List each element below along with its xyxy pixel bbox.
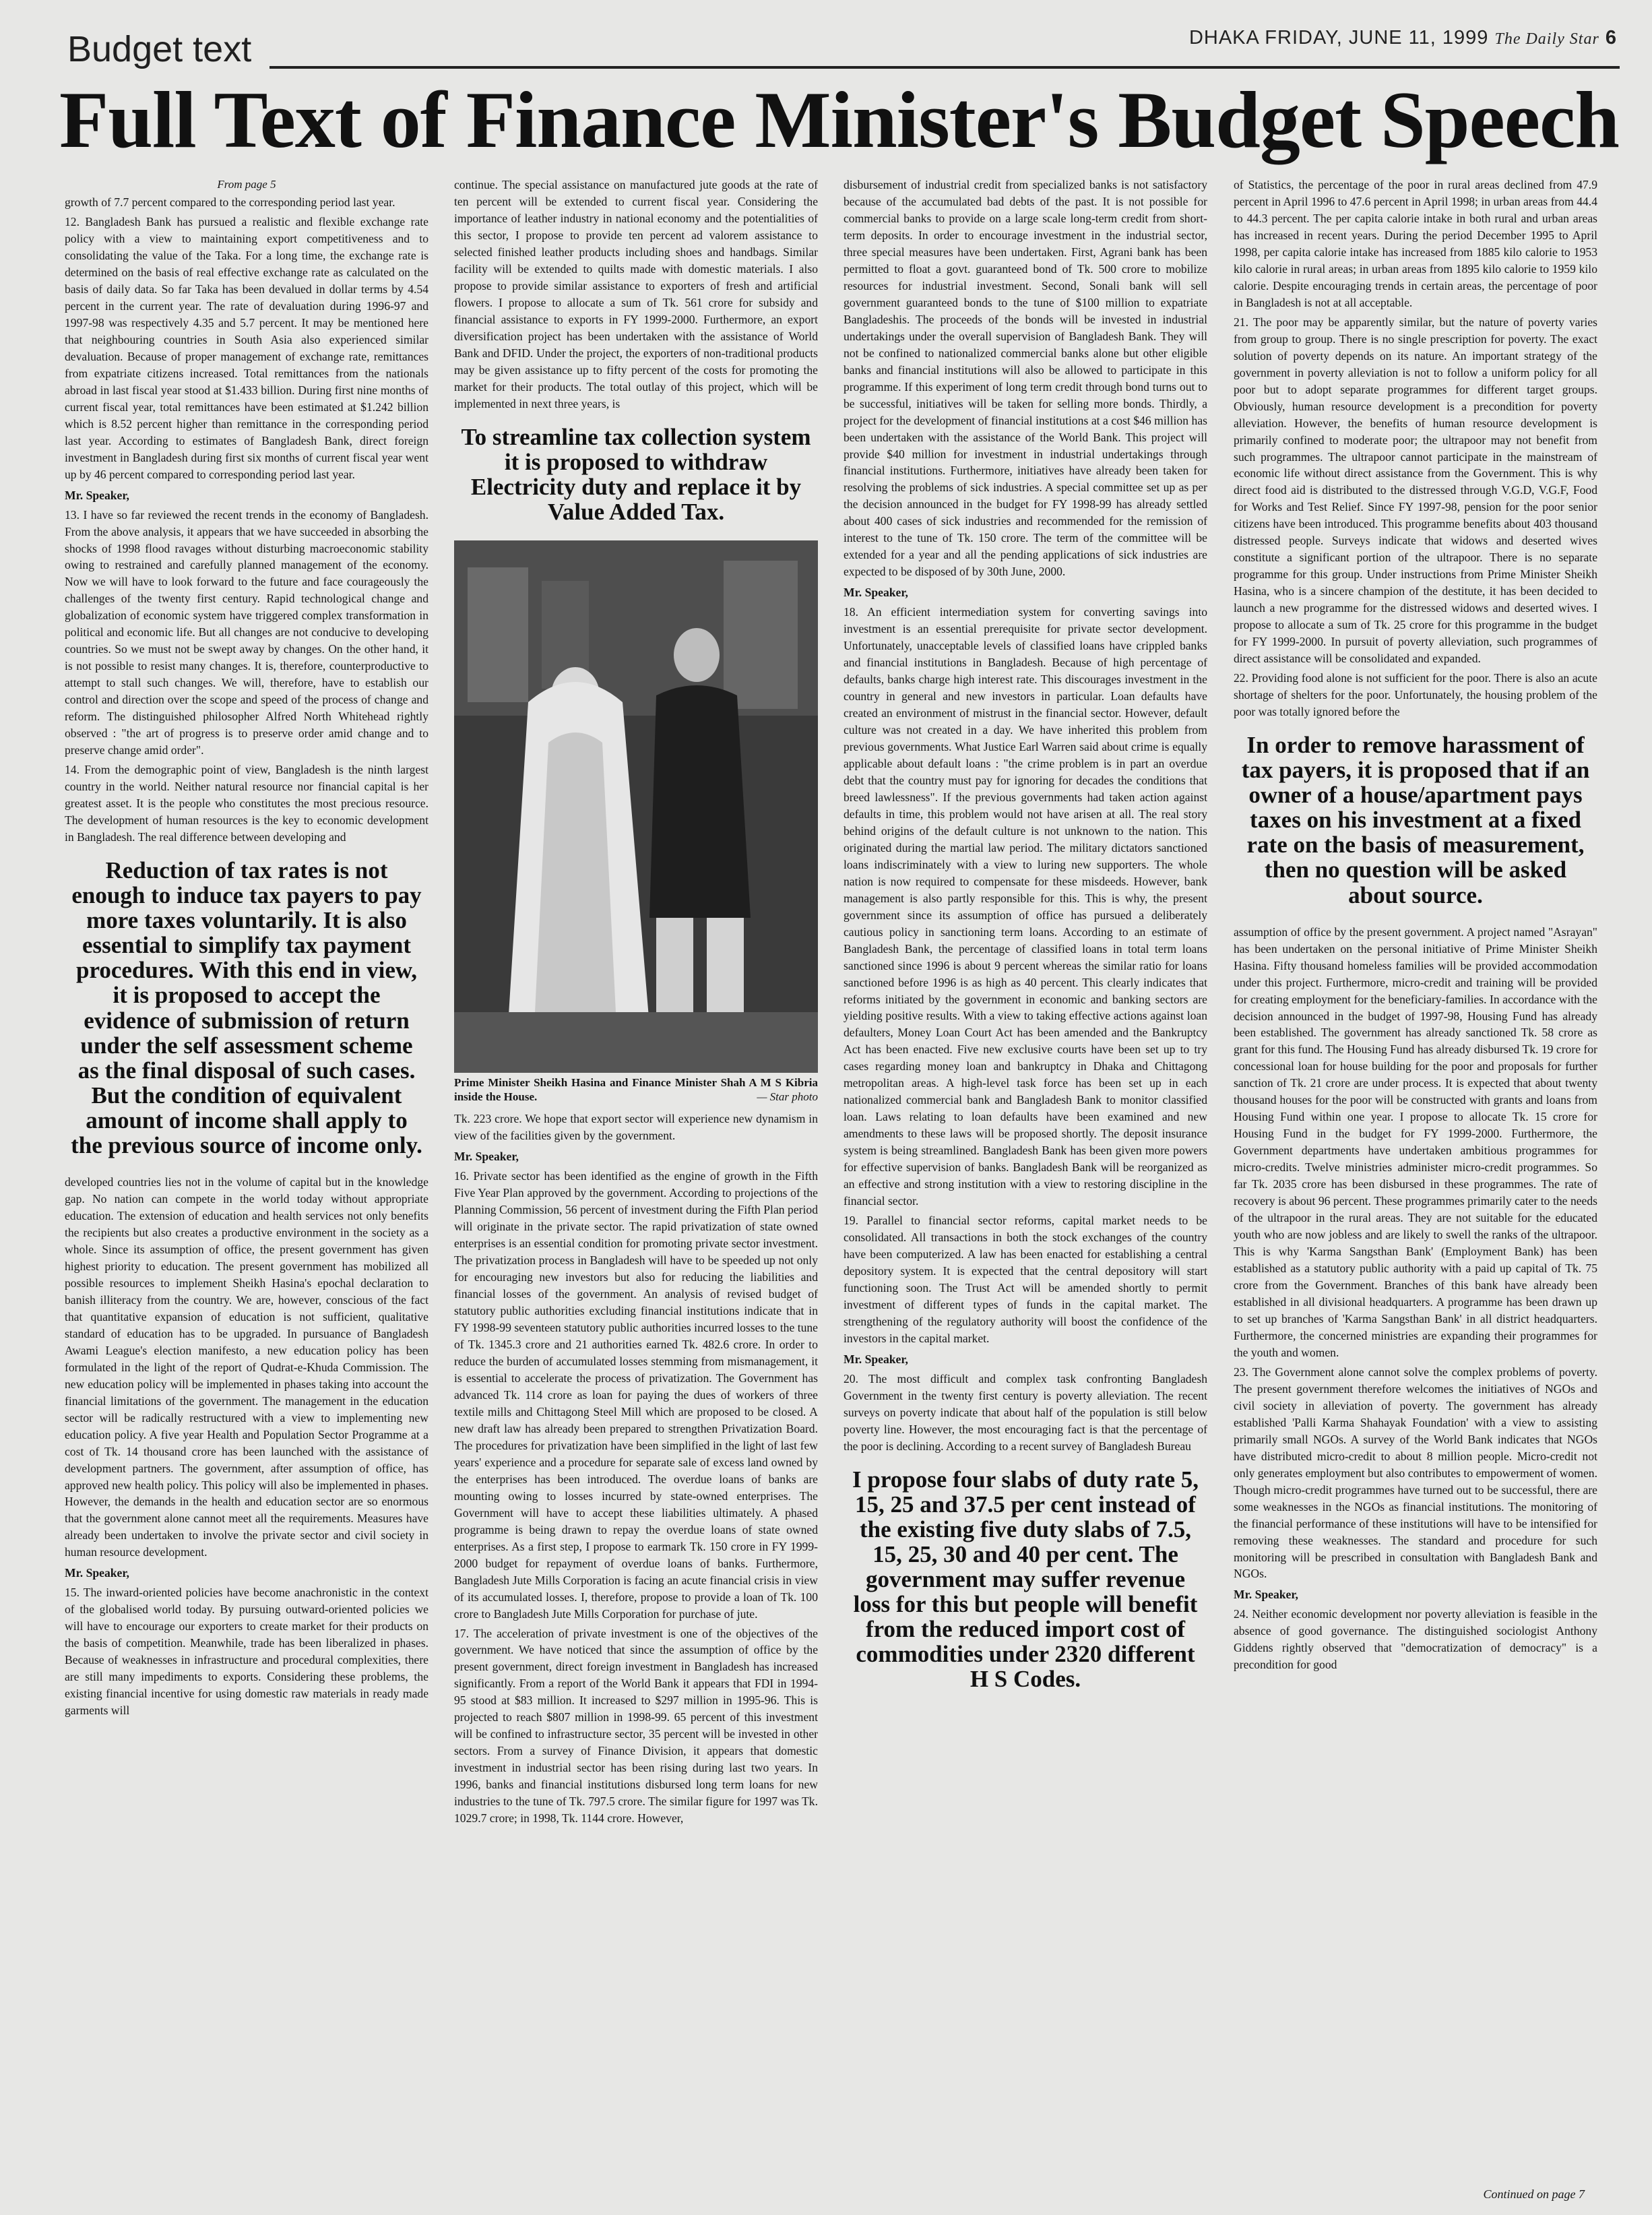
photo-caption <box>454 1075 818 1104</box>
column-4 <box>1234 177 1597 2185</box>
paragraph-15: 15. The inward-oriented policies have become anachronistic in the context of the globalised world today. By pursuing outward-oriented policies we will have to encourage our exporters to create market for their products on the basis of competition. Meanwhile, trade has been liberalized in phases. Because of weaknesses in infrastructure and procedural complexities, there are still many impediments to exports. Considering these problems, the existing financial incentive for using domestic raw materials in ready made garments will <box>65 1586 428 1718</box>
paragraph-20-cont: of Statistics, the percentage of the poor in rural areas declined from 47.9 percent in April 1996 to 47.6 percent in April 1998; in urban areas from 44.4 to 44.3 percent. The per capita calorie intake in both rural and urban areas has increased in recent years. During the period December 1995 to April 1998, per capita calorie intake has increased from 1885 kilo calorie to 1953 kilo calorie in rural areas; in urban areas from 1895 kilo calorie to 1959 kilo calorie. Despite encouraging trends in certain areas, the percentage of poor in Bangladesh is not at all acceptable. <box>1234 178 1597 309</box>
column-3 <box>844 177 1207 2185</box>
paragraph-24: 24. Neither economic development nor poverty alleviation is feasible in the absence of good governance. The distinguished sociologist Anthony Giddens rightly observed that "democratization of democracy" is a precondition for good <box>1234 1607 1597 1672</box>
paragraph-20: 20. The most difficult and complex task confronting Bangladesh Government in the twenty first century is poverty alleviation. The recent surveys on poverty indicate that about half of the population is still below poverty line. However, the most encouraging fact is that the percentage of the poor is declining. According to a recent survey of Bangladesh Bureau <box>844 1371 1207 1453</box>
speaker-address: Mr. Speaker, <box>844 1352 908 1366</box>
article-columns <box>65 177 1601 2185</box>
paragraph-18: 18. An efficient intermediation system for converting savings into investment is an essential prerequisite for private sector development. Unfortunately, unacceptable levels of classified loans have crippled banks and financial institutions in Bangladesh. Because of high percentage of defaults, banks charge high interest rate. This discourages investment in the country in general and new investors in particular. Loan defaults have created an environment of mistrust in the financial sector. However, default culture was not created in a day. We have inherited this problem from previous governments. What Justice Earl Warren said about crime is equally applicable about default loans : "the crime problem is in part an overdue debt that the country must pay for ignoring for decades the conditions that breed lawlessness". If the previous governments had taken action against defaults in time, this problem would not have arisen at all. The real story behind origins of the default culture is not unknown to the nation. This originated during the martial law period. The military dictators sanctioned loans indiscriminately with a view to luring new supporters. The whole nation is now required to compensate for these misdeeds. However, bank management is also partly responsible for this. This is why, the present government since its assumption of office has pursued a deliberately cautious policy in sanctioning term loans. According to an estimate of Bangladesh Bank, the percentage of classified loans in total term loans sanctioned since 1996 is about 9 percent whereas the similar ratio for loans sanctioned before 1996 is as high as 40 percent. This clearly indicates that reforms initiated by the government in economic and banking sectors are yielding positive results. With a view to taking effective actions against loan defaulters, Money Loan Court Act has been amended and the Bankruptcy Act has been enacted. Five new exclusive courts have been set up to try cases regarding money loan and bankruptcy in Dhaka and Chittagong metropolitan areas. A high-level task force has been set up in each nationalized commercial bank and Bangladesh Bank to monitor classified loan. Laws relating to loan defaults have been examined and new amendments to these laws will be proposed shortly. The deposit insurance system is being streamlined. Bangladesh Bank has been given more powers for effective supervision of banks. Bangladesh Bank will be reorganized as an effective and strong institution with a view to restoring discipline in the financial sector. <box>844 605 1207 1208</box>
continued-note[interactable]: Continued on page 7 <box>1483 2187 1585 2201</box>
from-page-note: From page 5 <box>217 178 276 191</box>
paragraph-17: 17. The acceleration of private investment is one of the objectives of the government. We have noticed that since the assumption of office by the present government, direct foreign investment in Bangladesh has increased significantly. From a report of the World Bank it appears that FDI in 1994-95 stood at $83 million. It increased to $297 million in 1995-96. This is projected to reach $807 million in 1998-99. 65 percent of this investment will be confined to infrastructure sector, 35 percent will be invested in other sectors. From a survey of Finance Division, it appears that domestic investment in industrial sector has been rising during last two years. In 1996, banks and financial institutions disbursed long term loans for new industries to the tune of Tk. 797.5 crore. The similar figure for 1997 was Tk. 1029.7 crore; in 1998, Tk. 1144 crore. However, <box>454 1626 818 1826</box>
paragraph-17-cont: disbursement of industrial credit from specialized banks is not satisfactory because of the accumulated bad debts of the past. It is not possible for commercial banks to provide on a large scale long-term credit from short-term deposits. In order to encourage investment in the industrial sector, three special measures have been undertaken. First, Agrani bank has been permitted to float a govt. guaranteed bond of Tk. 500 crore to mobilize resources for industrial investment. Second, Sonali bank will sell government guaranteed bonds to the tune of $100 million to expatriate Bangladeshis. The proceeds of the bonds will be invested in industrial undertakings under the overall supervision of Bangladesh Bank. They will not be confined to nationalized commercial banks alone but other eligible banks and financial institutions will also be allowed to participate in this programme. If this experiment of long term credit through bond turns out to be successful, initiatives will be taken for selling more bonds. Thirdly, a project for the development of financial institutions at a cost $46 million has been undertaken with the assistance of the World Bank. This project will provide $40 million for investment in industrial undertakings through financial institutions. Furthermore, initiatives have already been taken for resolving the problems of sick industries. A special committee set up as per the decision announced in the budget for FY 1998-99 has already settled about 400 cases of sick industries and recommended for the remission of interest to the tune of Tk. 150 crore. The term of the committee will be extended for a year and all the pending applications of sick industries are expected to be disposed of by 30th June, 2000. <box>844 178 1207 579</box>
news-photo <box>454 540 818 1073</box>
paragraph-16: 16. Private sector has been identified as the engine of growth in the Fifth Five Year Plan approved by the government. According to projections of the Planning Commission, 56 percent of investment during the Fifth Plan period will originate in the private sector. The rapid privatization of state owned enterprises is an essential condition for promoting private sector investment. The privatization process in Bangladesh will have to be speeded up not only for encouraging new investors but also for reducing the liabilities and financial losses of the government. An analysis of revised budget of statutory public authorities excluding financial institutions indicate that in FY 1998-99 seventeen statutory public authorities incurred losses to the tune of Tk. 1345.3 crore and 21 authorities earned Tk. 482.6 crore. In order to reduce the burden of accumulated losses stemming from mismanagement, it is essential to accelerate the process of privatization. The Government has advanced Tk. 114 crore as loan for paying the dues of workers of three textile mills and Chittagong Steel Mill which are proposed to be closed. A new draft law has already been prepared to strengthen Privatization Board. The procedures for privatization have been simplified in the light of last few years' experience and a procedure for separate sale of excess land owned by the enterprises has been introduced. The overdue loans of banks are mounting owing to losses incurred by state-owned enterprises. The Government will have to accept these liabilities ultimately. A phased programme is being drawn to repay the overdue loans of state owned enterprises. As a first step, I propose to earmark Tk. 150 crore in FY 1999-2000 budget for repayment of overdue loans of banks. Furthermore, Bangladesh Jute Mills Corporation is facing an acute financial crisis in view of its accumulated losses. I, therefore, propose to provide a loan of Tk. 100 crore to Bangladesh Jute Mills Corporation for purchase of jute. <box>454 1169 818 1621</box>
dateline <box>1189 27 1617 49</box>
caption-text: Prime Minister Sheikh Hasina and Finance Minister Shah A M S Kibria inside the House. <box>454 1075 818 1104</box>
column-1 <box>65 177 428 2185</box>
pull-quote: I propose four slabs of duty rate 5, 15, 25 and 37.5 per cent instead of the existing five duty slabs of 7.5, 15, 25, 30 and 40 per cent. The government may suffer revenue loss for this but people will benefit from the reduced import cost of commodities under 2320 different H S Codes. <box>852 1466 1199 1693</box>
section-label: Budget text <box>67 29 252 69</box>
header-rule <box>269 66 1620 69</box>
speaker-address: Mr. Speaker, <box>1234 1588 1298 1602</box>
masthead-logo: The Daily Star <box>1494 30 1599 48</box>
paragraph-23: 23. The Government alone cannot solve the complex problems of poverty. The present government therefore welcomes the initiatives of NGOs and civil society in alleviation of poverty. The government has already established 'Palli Karma Shahayak Foundation' with a view to assisting primarily small NGOs. A survey of the World Bank indicates that NGOs have distributed micro-credit to about 8 million people. Micro-credit not only generates employment but also contributes to empowerment of women. Though micro-credit programmes have turned out to be successful, there are some weaknesses in the NGOs as financial institutions. The monitoring of the financial performance of these institutions will have to be intensified for removing these weaknesses. The standard and procedure for such monitoring will be prescribed in consultation with Bangladesh Bank and NGOs. <box>1234 1365 1597 1581</box>
paragraph-12: 12. Bangladesh Bank has pursued a realistic and flexible exchange rate policy with a view to maintaining export competitiveness and to consolidating the value of the Taka. For a long time, the exchange rate is determined on the basis of real effective exchange rate as calculated on the basis of daily data. So far Taka has been devalued in dollar terms by 4.54 percent in the current year. The rate of devaluation during 1996-97 and 1997-98 was respectively 4.35 and 5.7 percent. It may be mentioned here that neighbouring countries in South Asia also experienced similar devaluation. Because of proper management of exchange rate, remittances from expatriate citizens increased. Total remittances from the nationals abroad in last fiscal year stood at $1.433 billion. During first nine months of current fiscal year, total remittances have been estimated at $1.242 billion which is 8.52 percent higher than remittance in the corresponding period last year. According to estimates of Bangladesh Bank, direct foreign investment in Bangladesh during first six months of current fiscal year went up by 46 percent compared to corresponding period last year. <box>65 215 428 481</box>
paragraph-21: 21. The poor may be apparently similar, but the nature of poverty varies from group to group. There is no single prescription for poverty. The exact solution of poverty depends on its nature. An important strategy of the government in poverty alleviation is not to follow a uniform policy for all poor but to adopt separate programmes for different target groups. Obviously, human resource development is a precondition for poverty alleviation. However, the benefits of human resource development is primarily confined to moderate poor; the ultrapoor may not benefit from such programmes. The ultrapoor cannot participate in the mainstream of economic life without direct assistance from the Government. This is why direct food aid is distributed to the distressed through V.G.D, V.G.F, Food for Works and Test Relief. Since FY 1997-98, pension for the poor senior citizens have been introduced. This programme benefits about 403 thousand distressed people. Surveys indicate that widows and deserted wives constitute a significant portion of the ultrapoor. There is no separate programme for this group. Under instructions from Prime Minister Sheikh Hasina, who is a sincere champion of the destitute, it has been decided to launch a new programme for the distressed widows and deserted wives. I propose to allocate a sum of Tk. 25 crore for this programme in the budget for FY 1999-2000. In pursuit of poverty alleviation, such programmes of direct assistance will be consolidated and expanded. <box>1234 315 1597 666</box>
paragraph-14-cont: developed countries lies not in the volume of capital but in the knowledge gap. No nation can compete in the world today without appropriate education. The extension of education and health services not only benefits the recipients but also creates a productive environment in the society as a whole. Since its assumption of office, the present government has given highest priority to education. The present government has mobilized all possible resources to implement Sheikh Hasina's epochal declaration to banish illiteracy from the country. We are, however, conscious of the fact that quantitative expansion of education is not sufficient, qualitative standard of education has to be upgraded. In pursuance of Bangladesh Awami League's election manifesto, a new education policy has been formulated in the light of the report of Qudrat-e-Khuda Commission. The new education policy will be implemented in phases taking into account the financial limitations of the government. The management in the education sector will be radically restructured with a view to implementing new education policy. A five year Health and Population Sector Programme at a cost of Tk. 14 thousand crore has been launched with the assistance of development partners. The government, after assumption of office, has approved new health policy. This policy will also be implemented in phases. However, the demands in the health and education sector are so enormous that the government alone cannot meet all the requirements. Measures have already been undertaken to involve the private sector and civil society in human resource development. <box>65 1175 428 1559</box>
speaker-address: Mr. Speaker, <box>65 488 129 502</box>
paragraph-22-cont: assumption of office by the present government. A project named "Asrayan" has been undertaken on the personal initiative of Prime Minister Sheikh Hasina. Fifty thousand homeless families will be provided accommodation under this project. Furthermore, micro-credit and training will be provided for creating employment for the beneficiary-families. In accordance with the decision announced in the budget of 1997-98, Housing Fund has already been established. The government has already sanctioned Tk. 58 crore as grant for this fund. The Housing Fund has already disbursed Tk. 19 crore for concessional loan for house building for the poor and proposals for further sanction of Tk. 21 crore are under process. It is expected that about twenty thousand houses for the poor will be constructed with grants and loans from Housing Fund within one year. I propose to allocate Tk. 15 crore for Housing Fund in the budget for FY 1999-2000. Furthermore, the Government departments have undertaken ambitious programmes for micro-credits. Twelve ministries administer micro-credit programmes. So far Tk. 2035 crore has been disbursed in these programmes. The rate of recovery is about 96 percent. These programmes primarily cater to the needs of the ultrapoor in the rural areas. They are not suitable for the educated youth who are now jobless and are likely to swell the ranks of the ultrapoor. This is why 'Karma Sangsthan Bank' (Employment Bank) has been established as a statutory public authority with a paid up capital of Tk. 75 crore from the Government. Branches of this bank have already been established in all divisional headquarters. A programme has been drawn up to set up branches of 'Karma Sangsthan Bank' in all district headquarters. Furthermore, the concerned ministries are expanding their programmes for the youth and women. <box>1234 925 1597 1359</box>
dateline-text: DHAKA FRIDAY, JUNE 11, 1999 <box>1188 27 1489 49</box>
column-2 <box>454 177 818 2185</box>
paragraph-13: 13. I have so far reviewed the recent trends in the economy of Bangladesh. From the above analysis, it appears that we have succeeded in absorbing the shocks of 1998 flood ravages without disturbing macroeconomic stability owing to restrained and carefully planned management of the economy. Now we will have to look forward to the future and face courageously the challenges of the twenty first century. Rapid technological change and globalization of economic system have triggered complex transformation in political and economic life. But all changes are not conducive to developing countries. So we must not be swept away by changes. On the other hand, it is not possible to resist many changes. It is, therefore, counterproductive to attempt to stall such changes. We will, therefore, have to establish our control and direction over the scope and speed of the process of change and reform. The distinguished philosopher Alfred North Whitehead rightly observed : "the art of progress is to preserve order amid change and to preserve change amid order". <box>65 507 428 757</box>
pull-quote: In order to remove harassment of tax payers, it is proposed that if an owner of a house/apartment pays taxes on his investment at a fixed rate on the basis of measurement, then no question will be asked about source. <box>1241 732 1590 908</box>
pull-quote: To streamline tax collection system it is proposed to withdraw Electricity duty and replace it by Value Added Tax. <box>461 423 811 525</box>
photo-illustration <box>454 540 818 1073</box>
pull-quote: Reduction of tax rates is not enough to induce tax payers to pay more taxes voluntarily. It is also essential to simplify tax payment procedures. With this end in view, it is proposed to accept the evidence of submission of return under the self assessment scheme as the final disposal of such cases. But the condition of equivalent amount of income shall apply to the previous source of income only. <box>71 856 422 1158</box>
paragraph-19: 19. Parallel to financial sector reforms, capital market needs to be consolidated. All transactions in both the stock exchanges of the country have been computerized. A law has been enacted for establishing a central depository system. It is expected that the central depository will start functioning soon. The Trust Act will be amended shortly to permit investment of different types of funds in the capital market. The strengthening of the regulatory authority will boost the confidence of the investors in the capital market. <box>844 1214 1207 1345</box>
paragraph-14: 14. From the demographic point of view, Bangladesh is the ninth largest country in the world. Neither natural resource nor financial capital is her greatest asset. It is the people who constitutes the most precious resource. The development of human resources is the key to economic development in Bangladesh. The real difference between developing and <box>65 763 428 844</box>
paragraph-15-cont: continue. The special assistance on manufactured jute goods at the rate of ten percent will be extended to current fiscal year. Considering the importance of leather industry in national economy and the potentialities of this sector, I propose to provide ten percent ad valorem assistance to selected finished leather products including shoes and handbags. Similar facility will be extended to quilts made with domestic materials. I also propose to provide similar assistance to exporters of fresh and artificial flowers. I propose to allocate a sum of Tk. 561 crore for subsidy and financial assistance to exports in FY 1999-2000. Furthermore, an export diversification project has been undertaken with the assistance of World Bank and DFID. Under the project, the exporters of non-traditional products may be given assistance up to fifty percent of the costs for promoting the market for their products. The total outlay of this project, which will be implemented in next three years, is <box>454 178 818 410</box>
paragraph-15-end: Tk. 223 crore. We hope that export sector will experience new dynamism in view of the facilities given by the government. <box>454 1112 818 1143</box>
page-number: 6 <box>1605 27 1617 49</box>
headline: Full Text of Finance Minister's Budget Speech <box>59 75 1620 164</box>
speaker-address: Mr. Speaker, <box>65 1566 129 1580</box>
photo-credit: — Star photo <box>757 1090 818 1104</box>
speaker-address: Mr. Speaker, <box>454 1150 519 1164</box>
paragraph-22: 22. Providing food alone is not sufficient for the poor. There is also an acute shortage of shelters for the poor. Unfortunately, the housing problem of the poor was totally ignored before the <box>1234 671 1597 719</box>
paragraph: growth of 7.7 percent compared to the corresponding period last year. <box>65 195 395 210</box>
speaker-address: Mr. Speaker, <box>844 586 908 600</box>
